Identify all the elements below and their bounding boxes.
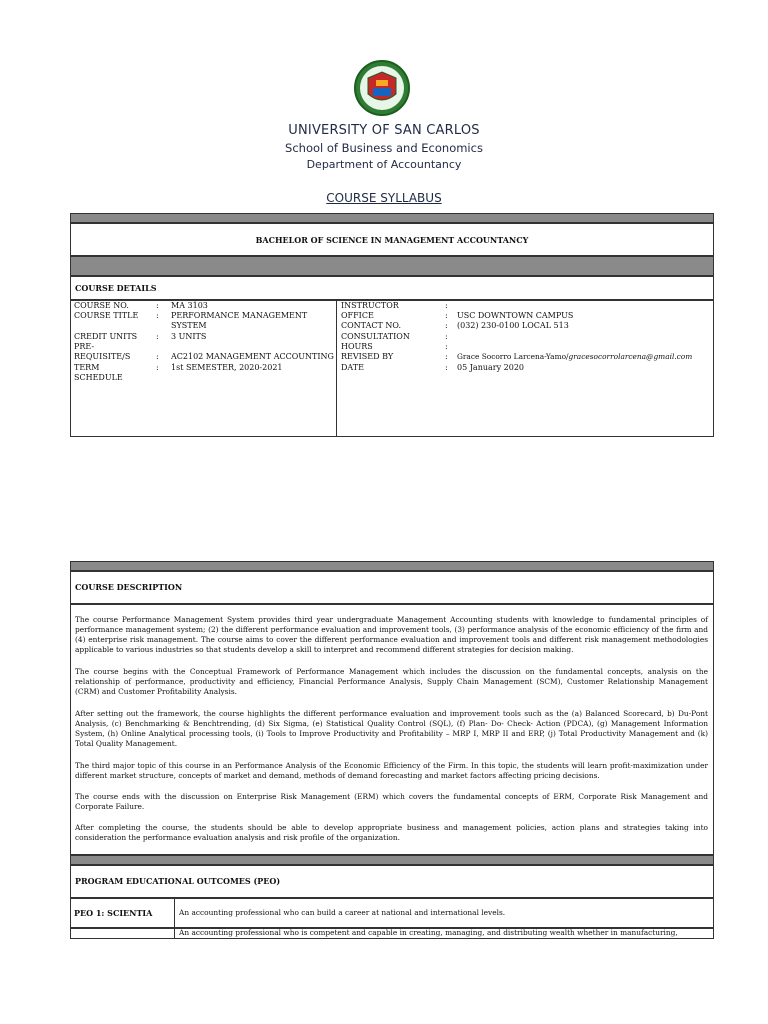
peo-heading: PROGRAM EDUCATIONAL OUTCOMES (PEO) [75,876,281,886]
peo-column-divider [174,898,175,939]
description-paragraph: The course Performance Management System provides third year undergraduate Management Accounting students with knowledge to fundamental principles of performance management system; (2) the different performance evaluation and improvement tools, (3) performance analysis of the economic efficiency of the firm and (4) enterprise risk management. The course aims to cover the different performance evaluation and improvement tools and different risk management methodologies applicable to various industries so that students develop a skill to interpret and recommend different strategies for decision making. [75,615,708,654]
description-band [70,561,714,571]
detail-label: TERM [74,363,100,372]
description-paragraph: The third major topic of this course in an Performance Analysis of the Economic Efficiency of the Firm. In this topic, the students will learn profit-maximization under different market structure, concepts of market and demand, methods of demand forecasting and market factors affecting pricing decisions. [75,761,708,780]
course-number: MA 3103 [171,301,208,310]
peo-text: An accounting professional who can build a career at national and international levels. [179,908,506,917]
course-description-heading-box [70,571,714,604]
section-band [70,256,714,276]
program-title: BACHELOR OF SCIENCE IN MANAGEMENT ACCOUNTANCY [255,235,529,245]
reviser-name: Grace Socorro Larcena-Yamo/ [457,352,569,361]
detail-label: REQUISITE/S [74,352,131,361]
detail-label: INSTRUCTOR [341,301,399,310]
detail-colon: : [445,332,448,341]
detail-colon: : [156,301,159,310]
detail-colon: : [445,321,448,330]
detail-label: COURSE TITLE [74,311,139,320]
detail-label: SCHEDULE [74,373,123,382]
prerequisites: AC2102 MANAGEMENT ACCOUNTING [171,352,334,361]
detail-colon: : [445,301,448,310]
peo-band [70,855,714,865]
date: 05 January 2020 [457,363,525,372]
detail-label: CREDIT UNITS [74,332,138,341]
term: 1st SEMESTER, 2020-2021 [171,363,283,372]
course-title: PERFORMANCE MANAGEMENT [171,311,308,320]
school-name: School of Business and Economics [285,141,483,155]
description-paragraph: The course begins with the Conceptual Framework of Performance Management which includes the discussion on the fundamental concepts, analysis on the relationship of performance, productivity and efficiency, Financial Performance Analysis, Supply Chain Management (SCM), Customer Relationship Management (CRM) and Customer Profitability Analysis. [75,667,708,696]
contact-number: (032) 230-0100 LOCAL 513 [457,321,569,330]
peo-label: PEO 1: SCIENTIA [74,908,153,918]
detail-label: OFFICE [341,311,374,320]
description-paragraph: After setting out the framework, the course highlights the different performance evaluation and improvement tools such as the (a) Balanced Scorecard, b) Du-Pont Analysis, (c) Benchmarking & Benchtrending, (d) Six Sigma, (e) Statistical Quality Control (SQL), (f) Plan- Do- Check- Action (PDCA), (g) Management Information System, (h) Online Analytical processing tools, (i) Tools to Improve Productivity and Profitability – MRP I, MRP II and ERP, (j) Total Productivity Management and (k) Total Quality Management. [75,709,708,748]
detail-colon: : [156,352,159,361]
office: USC DOWNTOWN CAMPUS [457,311,574,320]
detail-label: COURSE NO. [74,301,129,310]
header-band [70,213,714,223]
revised-by [457,352,692,362]
detail-colon: : [445,363,448,372]
course-title-cont: SYSTEM [171,321,207,330]
description-paragraph: The course ends with the discussion on Enterprise Risk Management (ERM) which covers the fundamental concepts of ERM, Corporate Risk Management and Corporate Failure. [75,792,708,811]
course-description-heading: COURSE DESCRIPTION [75,582,183,592]
peo-heading-box [70,865,714,898]
detail-colon: : [156,363,159,372]
detail-colon: : [445,311,448,320]
detail-label: CONTACT NO. [341,321,401,330]
reviser-email[interactable]: gracesocorrolarcena@gmail.com [568,352,693,361]
detail-label: REVISED BY [341,352,394,361]
peo-text: An accounting professional who is competent and capable in creating, managing, and distributing wealth whether in manufacturing, [179,928,678,937]
program-box [70,223,714,256]
course-details-column-divider [336,300,337,437]
course-details-heading-box [70,276,714,300]
department-name: Department of Accountancy [306,158,462,171]
course-details-heading: COURSE DETAILS [75,283,157,293]
detail-colon: : [445,352,448,361]
university-seal-logo [354,60,410,116]
detail-label: CONSULTATION [341,332,410,341]
detail-colon: : [156,332,159,341]
detail-label: PRE- [74,342,95,351]
description-paragraph: After completing the course, the students should be able to develop appropriate business and management policies, action plans and strategies taking into consideration the performance evaluation analysis and risk profile of the organization. [75,823,708,842]
detail-label: HOURS [341,342,373,351]
credit-units: 3 UNITS [171,332,207,341]
detail-label: DATE [341,363,364,372]
university-name: UNIVERSITY OF SAN CARLOS [288,123,480,138]
detail-colon: : [156,311,159,320]
detail-colon: : [445,342,448,351]
document-title: COURSE SYLLABUS [326,191,442,205]
